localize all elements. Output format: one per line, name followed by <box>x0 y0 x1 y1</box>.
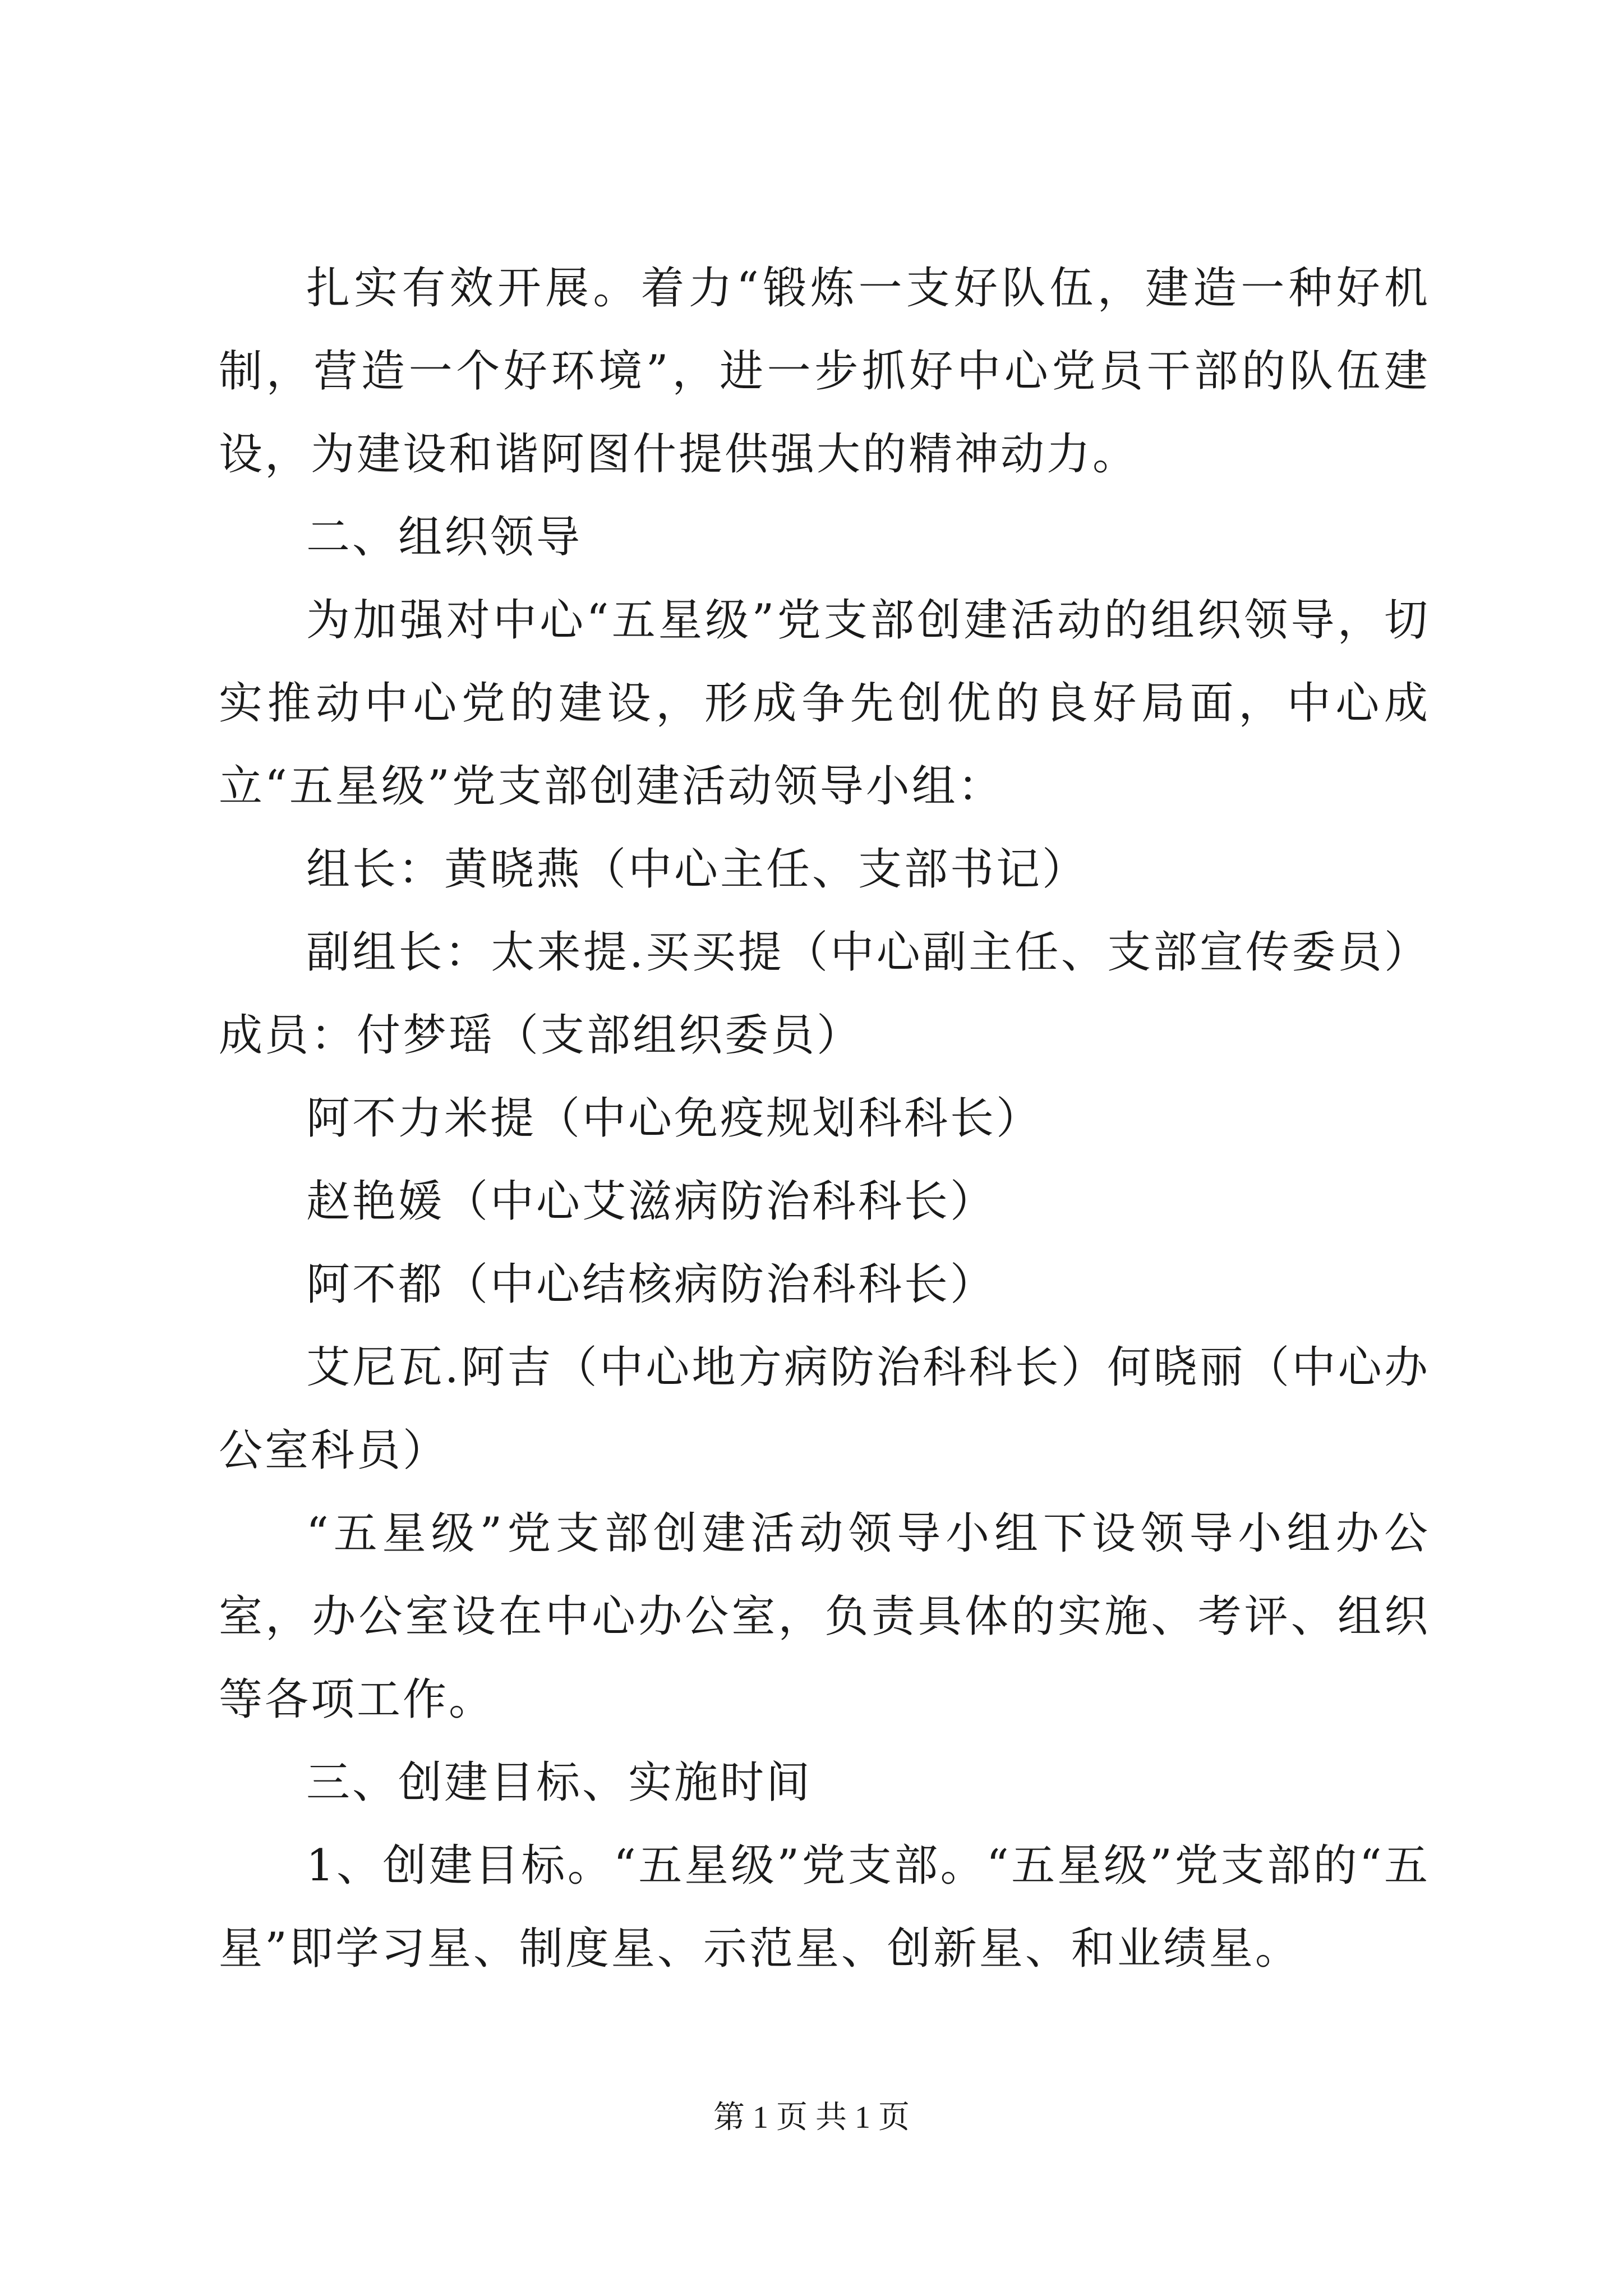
page-number-footer: 第 1 页 共 1 页 <box>713 2100 910 2135</box>
section-heading-goals: 三、创建目标、实施时间 <box>306 1757 813 1808</box>
paragraph-organization: 为加强对中心“五星级”党支部创建活动的组织领导，切实推动中心党的建设，形成争先创优的良好局面，中心成立“五星级”党支部创建活动领导小组： <box>219 595 1430 812</box>
paragraph-office: “五星级”党支部创建活动领导小组下设领导小组办公室，办公室设在中心办公室，负责具体的实施、考评、组织等各项工作。 <box>219 1508 1430 1725</box>
paragraph-intro: 扎实有效开展。着力“锻炼一支好队伍，建造一种好机制，营造一个好环境”，进一步抓好中心党员干部的队伍建设，为建设和谐阿图什提供强大的精神动力。 <box>219 263 1430 480</box>
member-endemic: 艾尼瓦.阿吉（中心地方病防治科科长）何晓丽（中心办公室科员） <box>219 1342 1430 1476</box>
member-tuberculosis: 阿不都（中心结核病防治科科长） <box>306 1259 997 1310</box>
member-leader: 组长：黄晓燕（中心主任、支部书记） <box>306 844 1089 895</box>
section-heading-organization: 二、组织领导 <box>306 512 583 563</box>
document-body <box>219 247 1430 1990</box>
member-deputy-leader: 副组长：太来提.买买提（中心副主任、支部宣传委员）成员：付梦瑶（支部组织委员） <box>219 927 1430 1061</box>
member-immunization: 阿不力米提（中心免疫规划科科长） <box>306 1093 1043 1144</box>
member-aids: 赵艳媛（中心艾滋病防治科科长） <box>306 1176 997 1227</box>
paragraph-goals: 1、创建目标。“五星级”党支部。“五星级”党支部的“五星”即学习星、制度星、示范星、创新星、和业绩星。 <box>219 1841 1430 1974</box>
